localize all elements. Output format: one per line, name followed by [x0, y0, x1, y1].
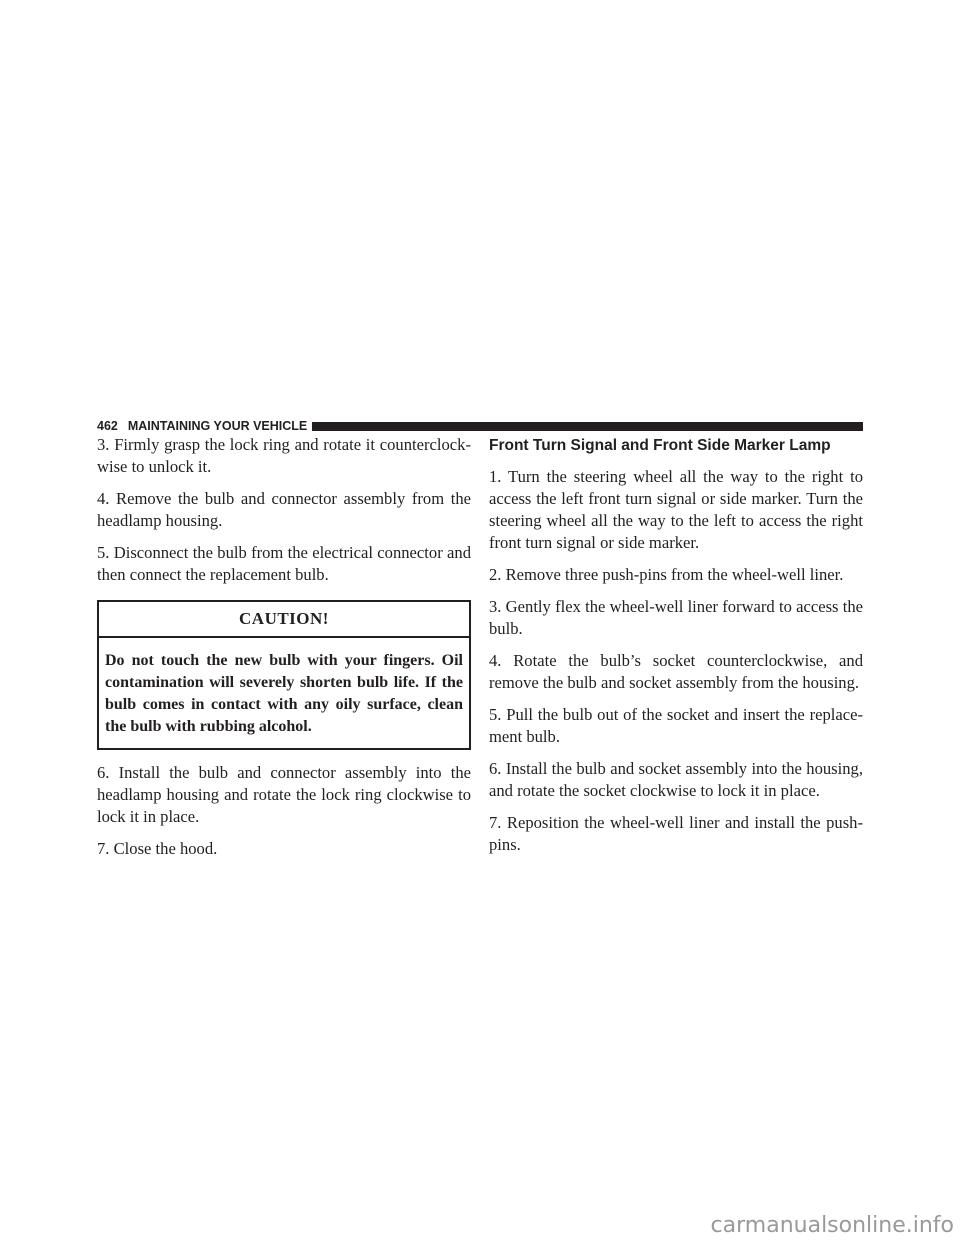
step-4: 4. Remove the bulb and connector assembly from the headlamp housing. [97, 489, 471, 530]
step-5: 5. Pull the bulb out of the socket and insert the replace-ment bulb. [489, 705, 863, 746]
section-heading: Front Turn Signal and Front Side Marker Lamp [489, 437, 831, 454]
step-6: 6. Install the bulb and connector assembly into the headlamp housing and rotate the lock ring clockwise to lock it in place. [97, 763, 471, 826]
caution-text: Do not touch the new bulb with your fingers. Oil contamination will severely shorten bulb life. If the bulb comes in contact with any oily surface, clean the bulb with rubbing alcohol. [105, 652, 463, 735]
caution-box [97, 600, 471, 750]
caution-title: CAUTION! [99, 602, 469, 638]
header-rule [312, 422, 863, 431]
watermark: carmanualsonline.info [710, 1213, 954, 1238]
section-title: MAINTAINING YOUR VEHICLE [127, 419, 308, 433]
left-column [97, 434, 471, 870]
step-6: 6. Install the bulb and socket assembly into the housing, and rotate the socket clockwise to lock it in place. [489, 759, 863, 800]
right-column [489, 434, 863, 866]
step-7: 7. Close the hood. [97, 839, 218, 858]
page-number: 462 [97, 419, 118, 433]
step-3: 3. Firmly grasp the lock ring and rotate it counterclock-wise to unlock it. [97, 435, 471, 476]
page-header [97, 417, 863, 435]
step-7: 7. Reposition the wheel-well liner and install the push-pins. [489, 813, 863, 854]
step-3: 3. Gently flex the wheel-well liner forward to access the bulb. [489, 597, 863, 638]
step-5: 5. Disconnect the bulb from the electrical connector and then connect the replacement bulb. [97, 543, 471, 584]
step-1: 1. Turn the steering wheel all the way to the right to access the left front turn signal or side marker. Turn the steering wheel all the way to the left to access the right front turn signal or side marker. [489, 467, 863, 552]
step-2: 2. Remove three push-pins from the wheel-well liner. [489, 565, 844, 584]
step-4: 4. Rotate the bulb’s socket counterclockwise, and remove the bulb and socket assembly from the housing. [489, 651, 863, 692]
